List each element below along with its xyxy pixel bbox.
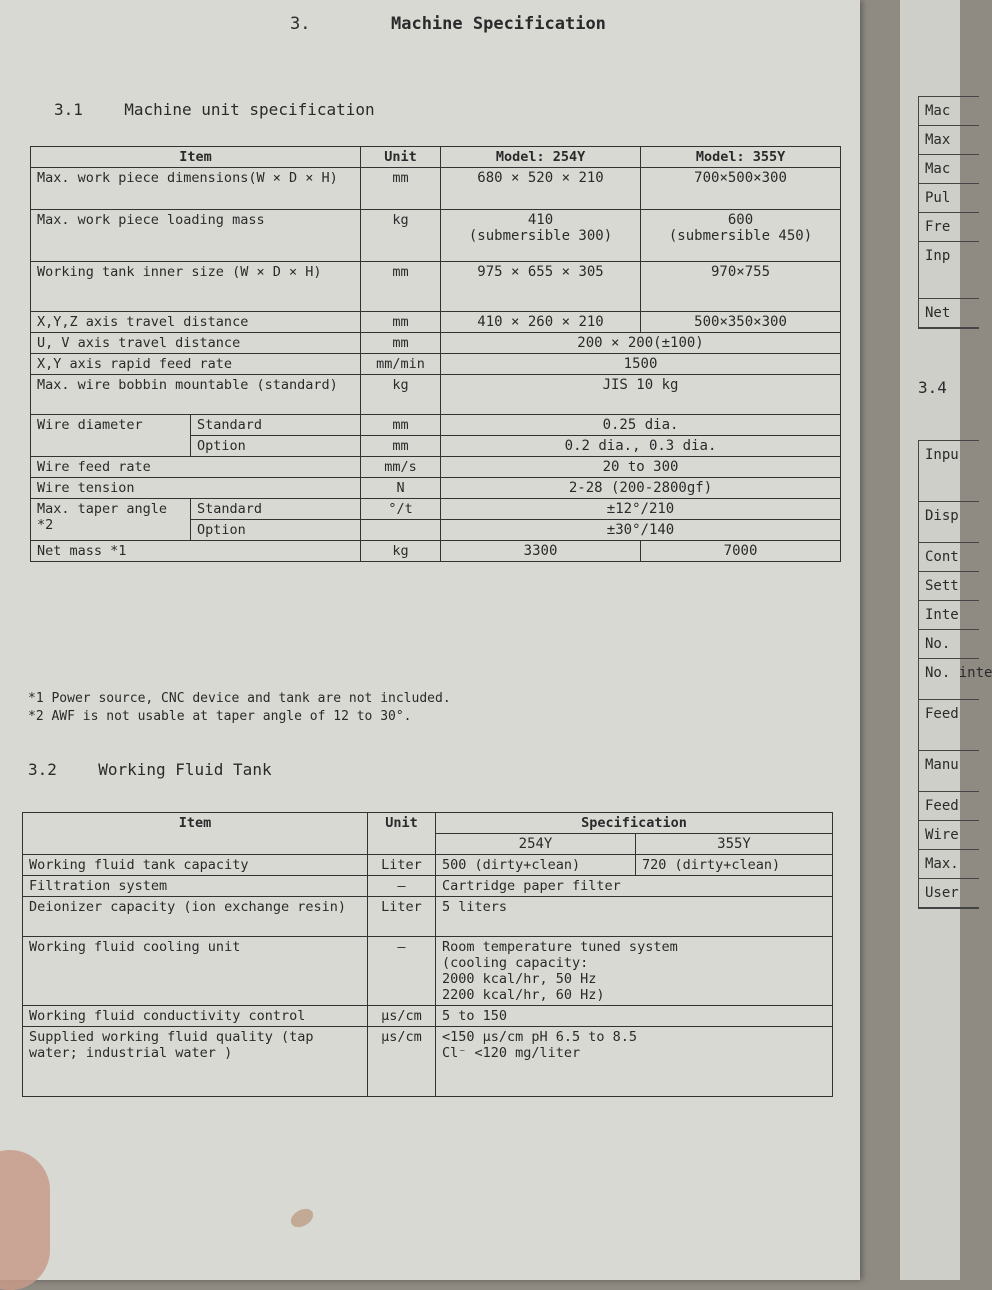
adjacent-cell: Fre [919, 213, 979, 242]
row-value [436, 1027, 833, 1097]
table-row [31, 262, 841, 312]
adjacent-cell: Pul [919, 184, 979, 213]
row-unit: mm [361, 168, 441, 210]
smudge-mark [288, 1205, 317, 1231]
value-line: 2200 kcal/hr, 60 Hz) [442, 987, 605, 1003]
value-main: 600 [727, 212, 754, 228]
section2-heading [28, 760, 272, 779]
chapter-title: Machine Specification [390, 14, 606, 34]
row-unit: — [368, 876, 436, 897]
header-model-a: Model: 254Y [441, 147, 641, 168]
section1-number: 3.1 [54, 100, 83, 119]
fluid-tank-table [22, 812, 833, 1097]
table-row [31, 312, 841, 333]
table-row [23, 876, 833, 897]
header-unit: Unit [361, 147, 441, 168]
adjacent-cell: Manu [919, 751, 979, 792]
row-unit [361, 520, 441, 541]
row-item: U, V axis travel distance [31, 333, 361, 354]
row-value-b: 500×350×300 [641, 312, 841, 333]
row-unit: μs/cm [368, 1006, 436, 1027]
table-row [31, 415, 841, 436]
footnote-1: *1 Power source, CNC device and tank are not included. [28, 691, 451, 706]
table-row [31, 354, 841, 375]
adjacent-cell: Disp [919, 502, 979, 543]
adjacent-table-bottom [918, 440, 992, 909]
row-item: Filtration system [23, 876, 368, 897]
value-line: Room temperature tuned system [442, 939, 678, 955]
adjacent-cell: Inpu [919, 441, 979, 502]
row-unit: mm/s [361, 457, 441, 478]
section1-heading [54, 100, 375, 119]
value-line: 2000 kcal/hr, 50 Hz [442, 971, 597, 987]
section1-title: Machine unit specification [124, 100, 375, 119]
header-model-b: 355Y [636, 834, 833, 855]
table-header-row [31, 147, 841, 168]
value-line: Cl⁻ <120 mg/liter [442, 1045, 581, 1061]
chapter-heading [290, 14, 606, 34]
row-item: Deionizer capacity (ion exchange resin) [23, 897, 368, 937]
row-unit: kg [361, 375, 441, 415]
footnotes [28, 690, 451, 726]
row-unit: mm [361, 436, 441, 457]
table-row [31, 210, 841, 262]
adjacent-cell: Inp [919, 242, 979, 299]
adjacent-heading: 3.4 [918, 378, 947, 397]
chapter-number: 3. [290, 14, 311, 34]
machine-spec-table [30, 146, 841, 562]
row-item: Working fluid cooling unit [23, 937, 368, 1006]
row-unit: mm [361, 415, 441, 436]
adjacent-table-top [918, 96, 979, 329]
table-header-row [23, 813, 833, 834]
adjacent-cell: Sett [919, 572, 979, 601]
value-note: (submersible 300) [468, 228, 613, 244]
row-unit: Liter [368, 855, 436, 876]
table-row [23, 937, 833, 1006]
row-subitem: Standard [191, 499, 361, 520]
table-row [23, 855, 833, 876]
adjacent-cell: Inte [919, 601, 979, 630]
table-row [23, 897, 833, 937]
row-item: X,Y,Z axis travel distance [31, 312, 361, 333]
adjacent-cell: Net [919, 299, 979, 328]
row-value: 5 liters [436, 897, 833, 937]
row-unit: N [361, 478, 441, 499]
row-unit: — [368, 937, 436, 1006]
row-item: Working fluid conductivity control [23, 1006, 368, 1027]
row-unit: °/t [361, 499, 441, 520]
row-item: Max. work piece loading mass [31, 210, 361, 262]
table-row [31, 457, 841, 478]
table-row [31, 499, 841, 520]
row-value: 0.25 dia. [441, 415, 841, 436]
row-subitem: Standard [191, 415, 361, 436]
finger-thumb [0, 1150, 50, 1290]
adjacent-cell: Feed [919, 792, 979, 821]
row-value: ±12°/210 [441, 499, 841, 520]
header-unit: Unit [368, 813, 436, 855]
header-spec: Specification [436, 813, 833, 834]
row-item: X,Y axis rapid feed rate [31, 354, 361, 375]
header-item: Item [23, 813, 368, 855]
adjacent-cell: Mac [919, 97, 979, 126]
row-item: Supplied working fluid quality (tap water; industrial water ) [23, 1027, 368, 1097]
row-unit: mm [361, 312, 441, 333]
row-value: JIS 10 kg [441, 375, 841, 415]
adjacent-cell: User [919, 879, 979, 908]
row-unit: kg [361, 541, 441, 562]
adjacent-cell: Mac [919, 155, 979, 184]
value-line: <150 μs/cm pH 6.5 to 8.5 [442, 1029, 638, 1045]
row-unit: mm [361, 262, 441, 312]
row-value: 0.2 dia., 0.3 dia. [441, 436, 841, 457]
row-value-b [641, 210, 841, 262]
row-item: Max. wire bobbin mountable (standard) [31, 375, 361, 415]
table-row [31, 375, 841, 415]
adjacent-cell: Wire [919, 821, 979, 850]
row-value [436, 937, 833, 1006]
row-item: Net mass *1 [31, 541, 361, 562]
row-unit: μs/cm [368, 1027, 436, 1097]
row-value: 5 to 150 [436, 1006, 833, 1027]
row-value: Cartridge paper filter [436, 876, 833, 897]
row-item: Max. work piece dimensions(W × D × H) [31, 168, 361, 210]
row-unit: kg [361, 210, 441, 262]
row-subitem: Option [191, 436, 361, 457]
row-subitem: Option [191, 520, 361, 541]
table-row [31, 333, 841, 354]
row-value-a: 410 × 260 × 210 [441, 312, 641, 333]
row-value: 20 to 300 [441, 457, 841, 478]
row-value: 1500 [441, 354, 841, 375]
header-item: Item [31, 147, 361, 168]
adjacent-cell: Feed [919, 700, 979, 751]
row-value-a: 500 (dirty+clean) [436, 855, 636, 876]
row-value-b: 720 (dirty+clean) [636, 855, 833, 876]
value-line: (cooling capacity: [442, 955, 589, 971]
row-item: Working tank inner size (W × D × H) [31, 262, 361, 312]
footnote-2: *2 AWF is not usable at taper angle of 12 to 30°. [28, 709, 412, 724]
adjacent-cell: No. [919, 630, 979, 659]
row-value-a [441, 210, 641, 262]
adjacent-cell: Max. [919, 850, 979, 879]
table-row [31, 541, 841, 562]
row-unit: mm [361, 333, 441, 354]
row-value-b: 7000 [641, 541, 841, 562]
row-unit: mm/min [361, 354, 441, 375]
row-value-a: 3300 [441, 541, 641, 562]
row-value-a: 680 × 520 × 210 [441, 168, 641, 210]
section2-number: 3.2 [28, 760, 57, 779]
row-item: Wire feed rate [31, 457, 361, 478]
table-row [23, 1006, 833, 1027]
table-row [31, 478, 841, 499]
row-item: Wire tension [31, 478, 361, 499]
row-item: Wire diameter [31, 415, 191, 457]
value-note: (submersible 450) [668, 228, 813, 244]
value-main: 410 [527, 212, 554, 228]
adjacent-page [900, 0, 992, 1280]
adjacent-cell: No. inte [919, 659, 979, 700]
row-value: 200 × 200(±100) [441, 333, 841, 354]
table-row [23, 1027, 833, 1097]
row-value-b: 970×755 [641, 262, 841, 312]
row-item: Max. taper angle *2 [31, 499, 191, 541]
row-unit: Liter [368, 897, 436, 937]
row-value-a: 975 × 655 × 305 [441, 262, 641, 312]
row-item: Working fluid tank capacity [23, 855, 368, 876]
adjacent-cell: Max [919, 126, 979, 155]
row-value-b: 700×500×300 [641, 168, 841, 210]
section2-title: Working Fluid Tank [98, 760, 272, 779]
header-model-a: 254Y [436, 834, 636, 855]
adjacent-cell: Cont [919, 543, 979, 572]
table-row [31, 168, 841, 210]
header-model-b: Model: 355Y [641, 147, 841, 168]
row-value: 2-28 (200-2800gf) [441, 478, 841, 499]
row-value: ±30°/140 [441, 520, 841, 541]
